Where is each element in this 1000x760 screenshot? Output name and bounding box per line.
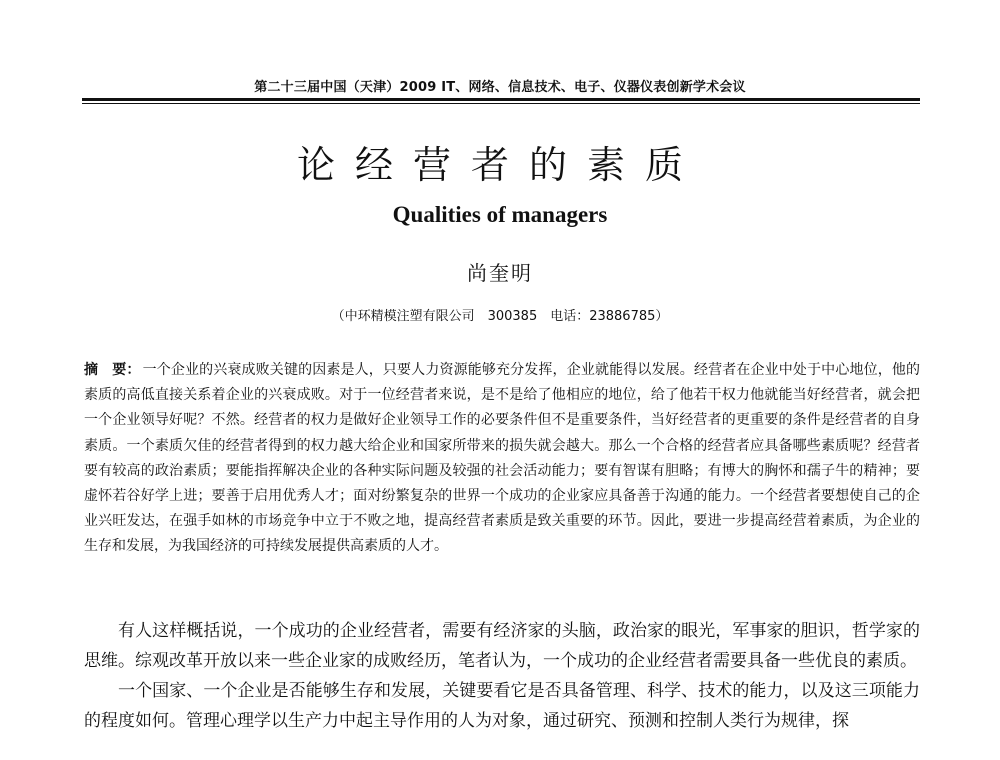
body-paragraph: 一个国家、一个企业是否能够生存和发展，关键要看它是否具备管理、科学、技术的能力，以及这三项能力的程度如何。管理心理学以生产力中起主导作用的人为对象，通过研究、预测和控制人类行为规律，探 (84, 681, 920, 731)
header-rule-thick (82, 98, 920, 101)
abstract (84, 358, 920, 560)
abstract-label: 摘 要： (84, 362, 141, 378)
header-rule-thin (82, 103, 920, 104)
paper-title: 论经营者的素质 (296, 143, 703, 187)
author-affiliation: （中环精模注塑有限公司 300385 电话：23886785） (331, 309, 669, 324)
body-text (84, 616, 920, 736)
paper-title-english: Qualities of managers (392, 202, 608, 227)
body-paragraph: 有人这样概括说，一个成功的企业经营者，需要有经济家的头脑，政治家的眼光，军事家的胆识，哲学家的思维。综观改革开放以来一些企业家的成败经历，笔者认为，一个成功的企业经营者需要具备一些优良的素质。 (84, 621, 920, 671)
author-name: 尚奎明 (467, 261, 533, 285)
conference-header: 第二十三届中国（天津）2009 IT、网络、信息技术、电子、仪器仪表创新学术会议 (254, 80, 746, 95)
abstract-text: 一个企业的兴衰成败关键的因素是人，只要人力资源能够充分发挥，企业就能得以发展。经营者在企业中处于中心地位，他的素质的高低直接关系着企业的兴衰成败。对于一位经营者来说，是不是给了他相应的地位，给了他若干权力他就能当好经营者，就会把一个企业领导好呢？不然。经营者的权力是做好企业领导工作的必要条件但不是重要条件，当好经营者的更重要的条件是经营者的自身素质。一个素质欠佳的经营者得到的权力越大给企业和国家所带来的损失就会越大。那么一个合格的经营者应具备哪些素质呢？经营者要有较高的政治素质；要能指挥解决企业的各种实际问题及较强的社会活动能力；要有智谋有胆略；有博大的胸怀和孺子牛的精神；要虚怀若谷好学上进；要善于启用优秀人才；面对纷繁复杂的世界一个成功的企业家应具备善于沟通的能力。一个经营者要想使自己的企业兴旺发达，在强手如林的市场竞争中立于不败之地，提高经营者素质是致关重要的环节。因此，要进一步提高经营着素质，为企业的生存和发展，为我国经济的可持续发展提供高素质的人才。 (84, 362, 921, 555)
